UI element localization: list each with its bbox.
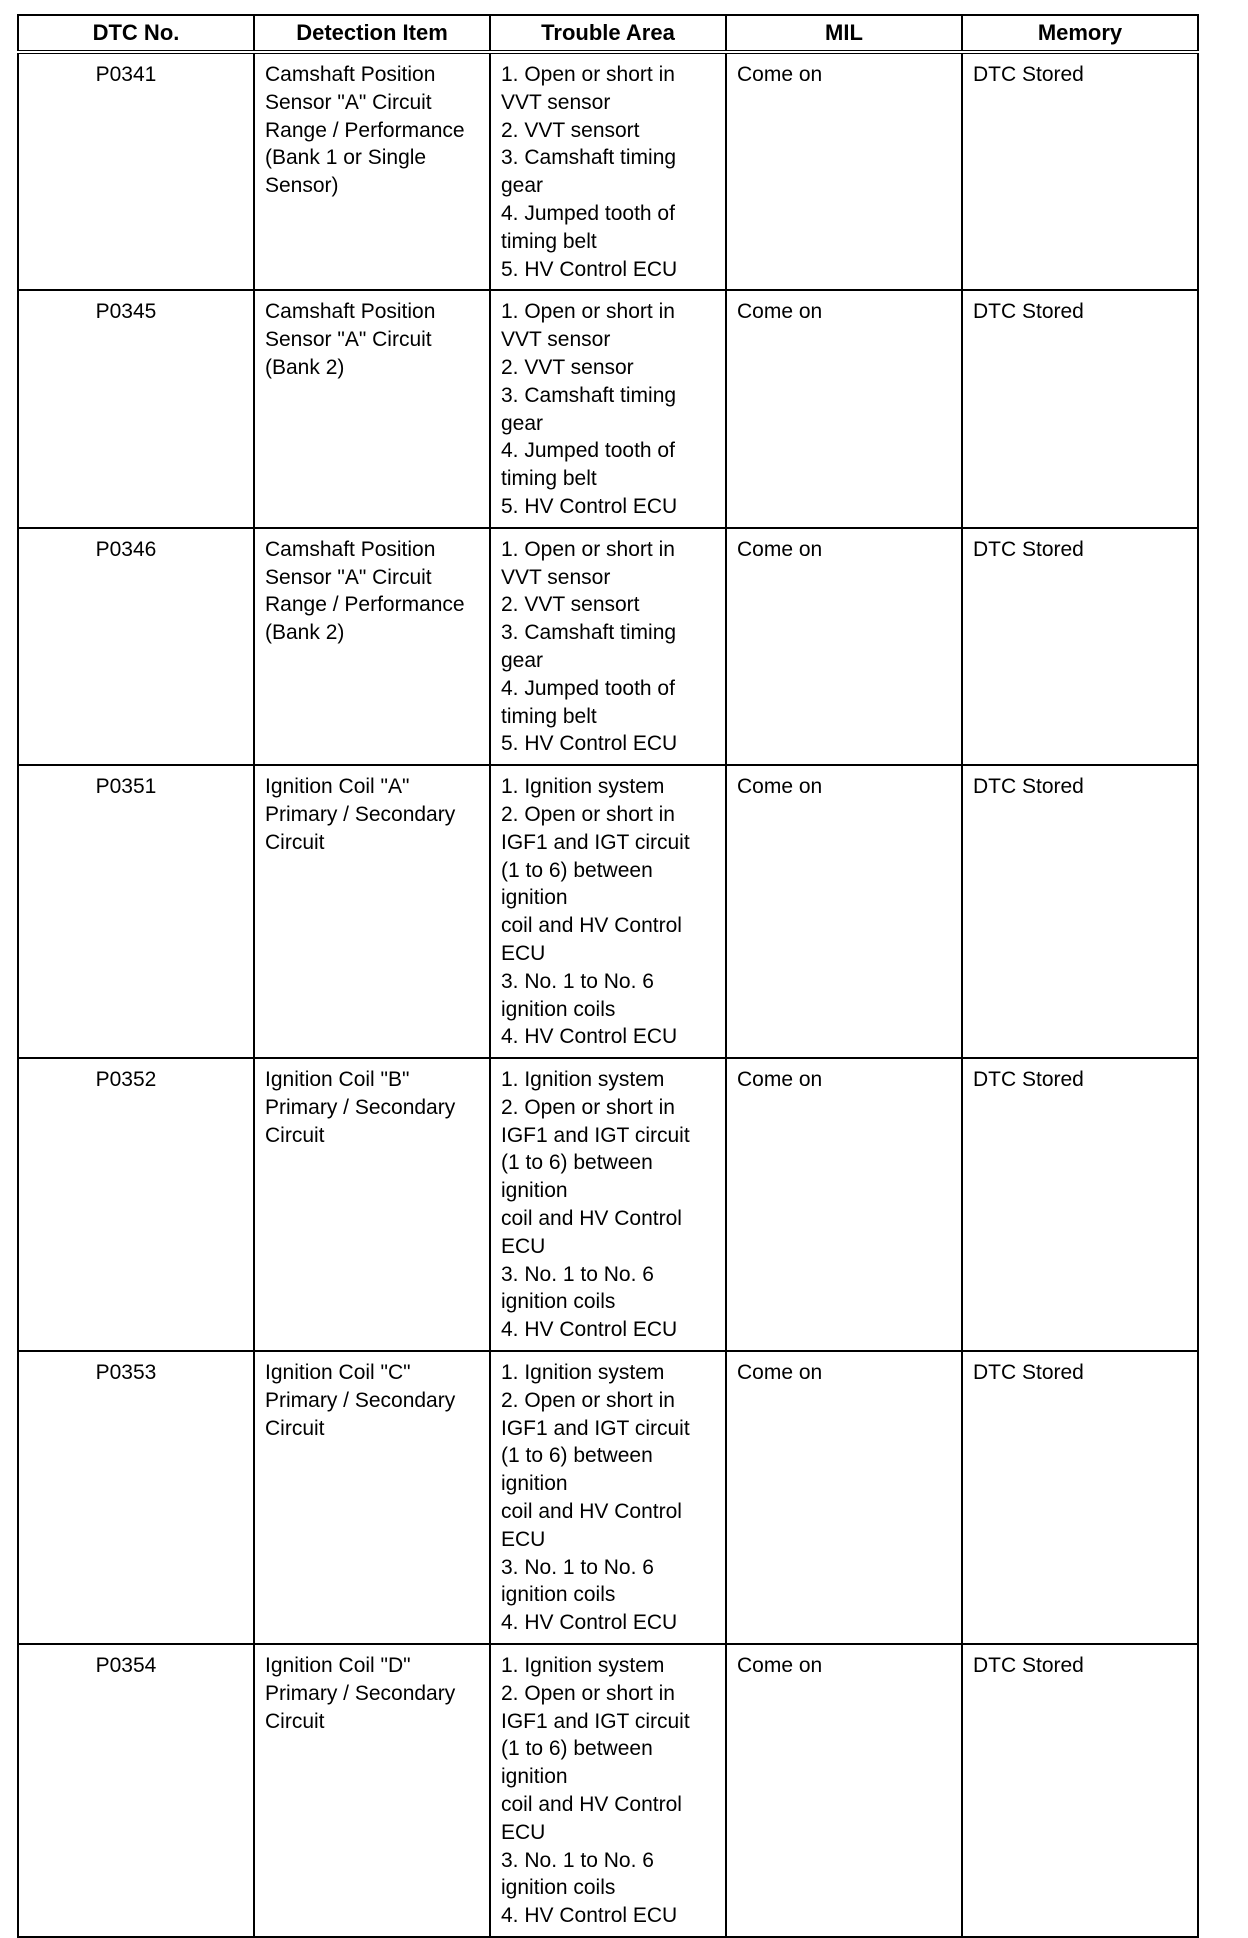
trouble-area-line: VVT sensor bbox=[501, 90, 611, 114]
dtc-code-cell bbox=[18, 1351, 254, 1644]
memory-cell bbox=[962, 528, 1198, 765]
detection-item-line: Circuit bbox=[265, 830, 325, 854]
trouble-area-line: timing belt bbox=[501, 467, 597, 491]
trouble-area-line: gear bbox=[501, 411, 544, 435]
trouble-area-line: IGF1 and IGT circuit bbox=[501, 1709, 690, 1733]
trouble-area-line: gear bbox=[501, 648, 544, 672]
detection-item-line: Circuit bbox=[265, 1709, 325, 1733]
trouble-area-line: ignition coils bbox=[501, 1290, 616, 1314]
mil-value: Come on bbox=[737, 775, 823, 799]
dtc-code-cell bbox=[18, 765, 254, 1058]
mil-cell bbox=[726, 1351, 962, 1644]
trouble-area-line: ignition bbox=[501, 1179, 568, 1203]
memory-cell bbox=[962, 1058, 1198, 1351]
trouble-area-line: 2. VVT sensort bbox=[501, 118, 640, 142]
detection-item-line: Camshaft Position bbox=[265, 300, 436, 324]
trouble-area-cell bbox=[490, 528, 726, 765]
trouble-area-line: 5. HV Control ECU bbox=[501, 732, 678, 756]
memory-value: DTC Stored bbox=[973, 1361, 1084, 1385]
trouble-area-line: ECU bbox=[501, 1527, 546, 1551]
trouble-area-line: ignition bbox=[501, 1472, 568, 1496]
header-mil: MIL bbox=[726, 15, 962, 52]
memory-value: DTC Stored bbox=[973, 1068, 1084, 1092]
detection-item-line: (Bank 1 or Single bbox=[265, 146, 427, 170]
memory-value: DTC Stored bbox=[973, 63, 1084, 86]
trouble-area-line: 4. HV Control ECU bbox=[501, 1318, 678, 1342]
mil-cell bbox=[726, 1058, 962, 1351]
trouble-area-line: timing belt bbox=[501, 704, 597, 728]
dtc-code: P0352 bbox=[95, 1068, 157, 1092]
trouble-area-line: 3. No. 1 to No. 6 bbox=[501, 969, 654, 993]
trouble-area-line: 5. HV Control ECU bbox=[501, 494, 678, 518]
detection-item-cell bbox=[254, 52, 490, 290]
dtc-code: P0346 bbox=[95, 537, 157, 561]
trouble-area-line: 1. Ignition system bbox=[501, 1361, 665, 1385]
dtc-code: P0345 bbox=[95, 300, 157, 324]
table-row bbox=[18, 52, 1198, 290]
trouble-area-line: IGF1 and IGT circuit bbox=[501, 1416, 690, 1440]
detection-item-line: Sensor "A" Circuit bbox=[265, 90, 432, 114]
trouble-area-line: 2. Open or short in bbox=[501, 1388, 675, 1412]
trouble-area-line: ignition coils bbox=[501, 1876, 616, 1900]
detection-item-line: Sensor) bbox=[265, 174, 339, 198]
mil-cell bbox=[726, 765, 962, 1058]
trouble-area-line: timing belt bbox=[501, 229, 597, 253]
trouble-area-line: ECU bbox=[501, 1234, 546, 1258]
detection-item-line: Range / Performance bbox=[265, 593, 465, 617]
memory-value: DTC Stored bbox=[973, 1654, 1084, 1678]
header-dtc-no: DTC No. bbox=[18, 15, 254, 52]
dtc-code: P0341 bbox=[95, 63, 157, 86]
detection-item-line: Ignition Coil "C" bbox=[265, 1361, 411, 1385]
trouble-area-line: 4. Jumped tooth of bbox=[501, 439, 675, 463]
trouble-area-line: 3. Camshaft timing bbox=[501, 383, 677, 407]
mil-cell bbox=[726, 52, 962, 290]
table-body bbox=[18, 52, 1198, 1937]
trouble-area-line: 1. Open or short in bbox=[501, 300, 675, 324]
trouble-area-line: 3. Camshaft timing bbox=[501, 146, 677, 170]
mil-value: Come on bbox=[737, 63, 823, 86]
trouble-area-line: 3. No. 1 to No. 6 bbox=[501, 1848, 654, 1872]
header-memory: Memory bbox=[962, 15, 1198, 52]
trouble-area-line: 3. Camshaft timing bbox=[501, 621, 677, 645]
trouble-area-cell bbox=[490, 1351, 726, 1644]
trouble-area-line: 2. VVT sensort bbox=[501, 593, 640, 617]
memory-value: DTC Stored bbox=[973, 300, 1084, 324]
dtc-code: P0351 bbox=[95, 775, 157, 799]
trouble-area-line: VVT sensor bbox=[501, 565, 611, 589]
mil-value: Come on bbox=[737, 1361, 823, 1385]
trouble-area-line: (1 to 6) between bbox=[501, 858, 653, 882]
trouble-area-line: 2. Open or short in bbox=[501, 802, 675, 826]
trouble-area-cell bbox=[490, 1058, 726, 1351]
trouble-area-line: 3. No. 1 to No. 6 bbox=[501, 1262, 654, 1286]
detection-item-line: (Bank 2) bbox=[265, 355, 345, 379]
trouble-area-line: 2. Open or short in bbox=[501, 1095, 675, 1119]
mil-value: Come on bbox=[737, 1068, 823, 1092]
memory-value: DTC Stored bbox=[973, 775, 1084, 799]
dtc-code-cell bbox=[18, 1644, 254, 1937]
trouble-area-line: 1. Ignition system bbox=[501, 1068, 665, 1092]
trouble-area-line: 4. Jumped tooth of bbox=[501, 201, 675, 225]
detection-item-line: Circuit bbox=[265, 1416, 325, 1440]
mil-value: Come on bbox=[737, 537, 823, 561]
trouble-area-line: 4. Jumped tooth of bbox=[501, 676, 675, 700]
detection-item-cell bbox=[254, 765, 490, 1058]
memory-cell bbox=[962, 765, 1198, 1058]
mil-value: Come on bbox=[737, 1654, 823, 1678]
detection-item-line: Primary / Secondary bbox=[265, 1388, 456, 1412]
trouble-area-line: 4. HV Control ECU bbox=[501, 1611, 678, 1635]
table-row bbox=[18, 1351, 1198, 1644]
header-detection-item: Detection Item bbox=[254, 15, 490, 52]
trouble-area-line: IGF1 and IGT circuit bbox=[501, 830, 690, 854]
trouble-area-line: 4. HV Control ECU bbox=[501, 1025, 678, 1049]
trouble-area-line: ignition bbox=[501, 1765, 568, 1789]
trouble-area-cell bbox=[490, 290, 726, 527]
memory-cell bbox=[962, 52, 1198, 290]
detection-item-line: Primary / Secondary bbox=[265, 1681, 456, 1705]
dtc-code-cell bbox=[18, 290, 254, 527]
detection-item-cell bbox=[254, 528, 490, 765]
detection-item-cell bbox=[254, 1058, 490, 1351]
detection-item-line: Camshaft Position bbox=[265, 63, 436, 86]
table-row bbox=[18, 1058, 1198, 1351]
table-row bbox=[18, 765, 1198, 1058]
dtc-code: P0354 bbox=[95, 1654, 157, 1678]
trouble-area-cell bbox=[490, 52, 726, 290]
dtc-code-cell bbox=[18, 528, 254, 765]
trouble-area-line: coil and HV Control bbox=[501, 914, 682, 938]
trouble-area-line: 1. Ignition system bbox=[501, 1654, 665, 1678]
mil-cell bbox=[726, 1644, 962, 1937]
trouble-area-line: 2. VVT sensor bbox=[501, 355, 634, 379]
trouble-area-line: 1. Ignition system bbox=[501, 775, 665, 799]
trouble-area-line: 1. Open or short in bbox=[501, 63, 675, 86]
trouble-area-line: ECU bbox=[501, 1820, 546, 1844]
dtc-table bbox=[17, 14, 1199, 1938]
dtc-code: P0353 bbox=[95, 1361, 157, 1385]
detection-item-line: Range / Performance bbox=[265, 118, 465, 142]
header-trouble-area: Trouble Area bbox=[490, 15, 726, 52]
trouble-area-line: 2. Open or short in bbox=[501, 1681, 675, 1705]
mil-cell bbox=[726, 290, 962, 527]
detection-item-line: Camshaft Position bbox=[265, 537, 436, 561]
detection-item-cell bbox=[254, 1644, 490, 1937]
detection-item-line: Circuit bbox=[265, 1123, 325, 1147]
memory-cell bbox=[962, 1351, 1198, 1644]
detection-item-line: Sensor "A" Circuit bbox=[265, 328, 432, 352]
trouble-area-cell bbox=[490, 765, 726, 1058]
dtc-code-cell bbox=[18, 1058, 254, 1351]
trouble-area-line: coil and HV Control bbox=[501, 1500, 682, 1524]
memory-cell bbox=[962, 1644, 1198, 1937]
detection-item-line: Ignition Coil "D" bbox=[265, 1654, 411, 1678]
trouble-area-line: (1 to 6) between bbox=[501, 1151, 653, 1175]
detection-item-line: Ignition Coil "B" bbox=[265, 1068, 410, 1092]
trouble-area-line: (1 to 6) between bbox=[501, 1737, 653, 1761]
trouble-area-line: VVT sensor bbox=[501, 328, 611, 352]
trouble-area-line: gear bbox=[501, 174, 544, 198]
trouble-area-line: 5. HV Control ECU bbox=[501, 257, 678, 281]
mil-value: Come on bbox=[737, 300, 823, 324]
trouble-area-cell bbox=[490, 1644, 726, 1937]
detection-item-line: (Bank 2) bbox=[265, 621, 345, 645]
table-row bbox=[18, 290, 1198, 527]
trouble-area-line: coil and HV Control bbox=[501, 1207, 682, 1231]
detection-item-line: Ignition Coil "A" bbox=[265, 775, 410, 799]
trouble-area-line: 4. HV Control ECU bbox=[501, 1904, 678, 1928]
trouble-area-line: IGF1 and IGT circuit bbox=[501, 1123, 690, 1147]
mil-cell bbox=[726, 528, 962, 765]
trouble-area-line: 1. Open or short in bbox=[501, 537, 675, 561]
detection-item-cell bbox=[254, 290, 490, 527]
table-header-row bbox=[18, 15, 1198, 52]
trouble-area-line: ignition bbox=[501, 886, 568, 910]
detection-item-line: Sensor "A" Circuit bbox=[265, 565, 432, 589]
table-row bbox=[18, 1644, 1198, 1937]
detection-item-cell bbox=[254, 1351, 490, 1644]
trouble-area-line: coil and HV Control bbox=[501, 1793, 682, 1817]
trouble-area-line: ignition coils bbox=[501, 1583, 616, 1607]
trouble-area-line: 3. No. 1 to No. 6 bbox=[501, 1555, 654, 1579]
detection-item-line: Primary / Secondary bbox=[265, 802, 456, 826]
trouble-area-line: ignition coils bbox=[501, 997, 616, 1021]
trouble-area-line: ECU bbox=[501, 941, 546, 965]
detection-item-line: Primary / Secondary bbox=[265, 1095, 456, 1119]
table-row bbox=[18, 528, 1198, 765]
dtc-code-cell bbox=[18, 52, 254, 290]
memory-value: DTC Stored bbox=[973, 537, 1084, 561]
trouble-area-line: (1 to 6) between bbox=[501, 1444, 653, 1468]
memory-cell bbox=[962, 290, 1198, 527]
